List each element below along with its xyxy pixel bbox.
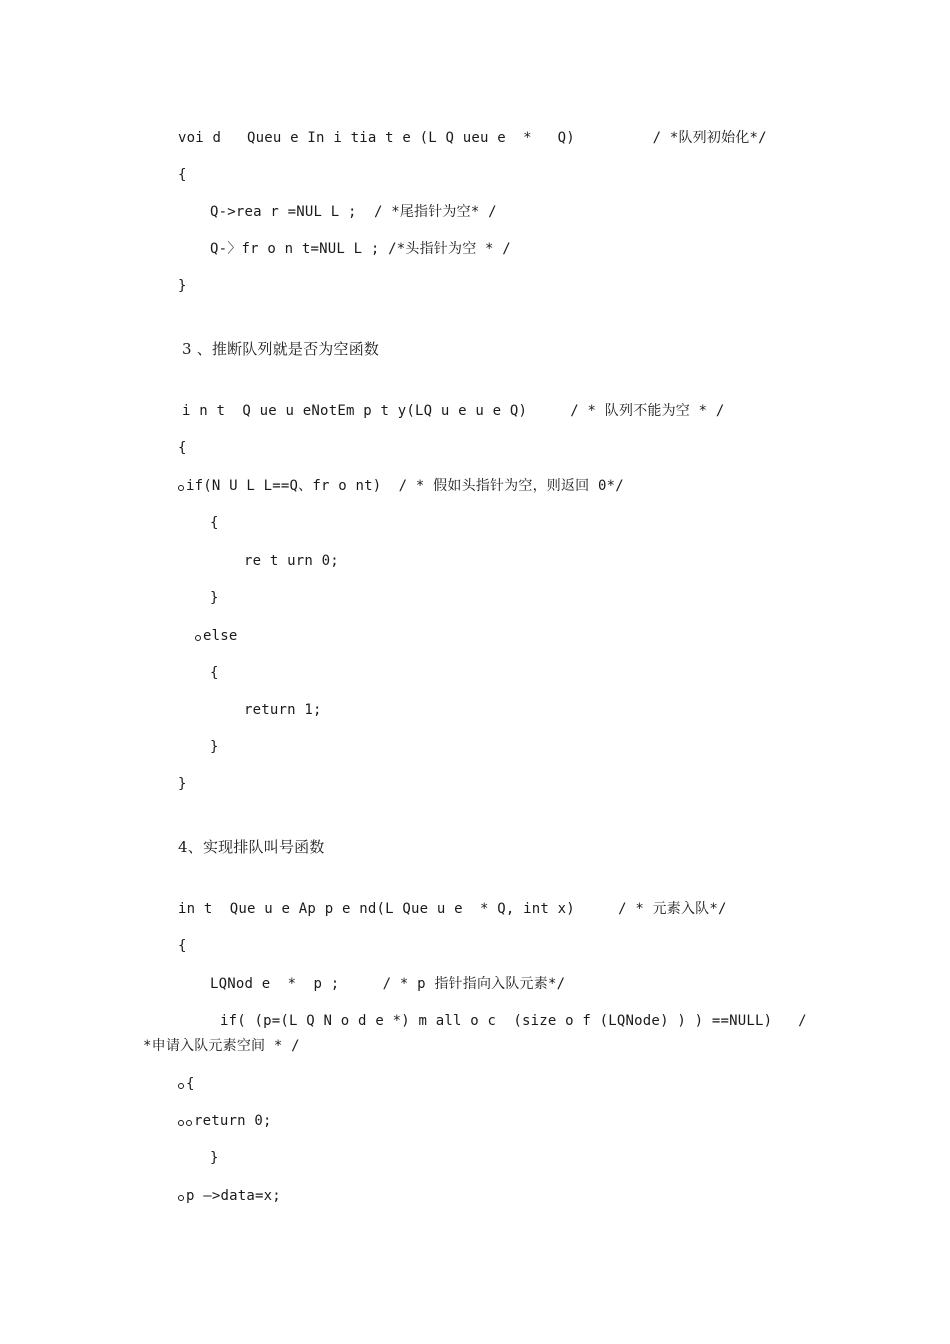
- code-line-else: [195, 626, 238, 646]
- bullet-icon: [195, 635, 201, 641]
- code-text: else: [203, 628, 238, 644]
- code-line-rear-null: Q->rea r =NUL L ; / *尾指针为空* /: [210, 204, 497, 220]
- code-text: {: [186, 1076, 195, 1092]
- code-line-open-brace: {: [210, 515, 219, 531]
- code-line-close-brace: }: [210, 590, 219, 606]
- code-line-close-brace: }: [210, 1150, 219, 1166]
- code-line-open-brace: [178, 1074, 195, 1094]
- code-line-open-brace: {: [178, 938, 187, 954]
- code-text: p —>data=x;: [186, 1188, 281, 1204]
- code-line-if-null-front: [178, 476, 624, 496]
- bullet-icon: [178, 1195, 184, 1201]
- code-line-lqnode-p: LQNod e * p ; / * p 指针指向入队元素*/: [210, 976, 566, 992]
- code-line-close-brace: }: [178, 278, 187, 294]
- section-heading-3: 3 、推断队列就是否为空函数: [182, 340, 380, 358]
- code-line-return-1: return 1;: [244, 702, 322, 718]
- code-line-queue-initiate: voi d Queu e In i tia t e (L Q ueu e * Q) / *队列初始化*/: [178, 130, 767, 146]
- code-line-p-data: [178, 1186, 281, 1206]
- bullet-icon: [178, 1083, 184, 1089]
- bullet-icon: [186, 1120, 192, 1126]
- code-line-queue-append: in t Que u e Ap p e nd(L Que u e * Q, int x) / * 元素入队*/: [178, 901, 727, 917]
- code-line-malloc: if( (p=(L Q N o d e *) m all o c (size o f (LQNode) ) ) ==NULL) /: [220, 1013, 807, 1029]
- code-line-close-brace: }: [210, 739, 219, 755]
- bullet-icon: [178, 1120, 184, 1126]
- section-heading-4: 4、实现排队叫号函数: [178, 838, 325, 856]
- code-line-queue-not-empty: i n t Q ue u eNotEm p t y(LQ u e u e Q) / * 队列不能为空 * /: [182, 403, 725, 419]
- code-line-malloc-comment: *申请入队元素空间 * /: [143, 1038, 300, 1054]
- code-text: return 0;: [194, 1113, 272, 1129]
- code-line-open-brace: {: [210, 665, 219, 681]
- code-line-return-0: [178, 1111, 272, 1131]
- code-text: if(N U L L==Q、fr o nt) / * 假如头指针为空，则返回 0*/: [186, 478, 624, 494]
- code-line-open-brace: {: [178, 440, 187, 456]
- code-line-front-null: Q-〉fr o n t=NUL L ; /*头指针为空 * /: [210, 241, 511, 257]
- code-line-open-brace: {: [178, 167, 187, 183]
- bullet-icon: [178, 485, 184, 491]
- code-line-return-0: re t urn 0;: [244, 553, 339, 569]
- code-line-close-brace: }: [178, 776, 187, 792]
